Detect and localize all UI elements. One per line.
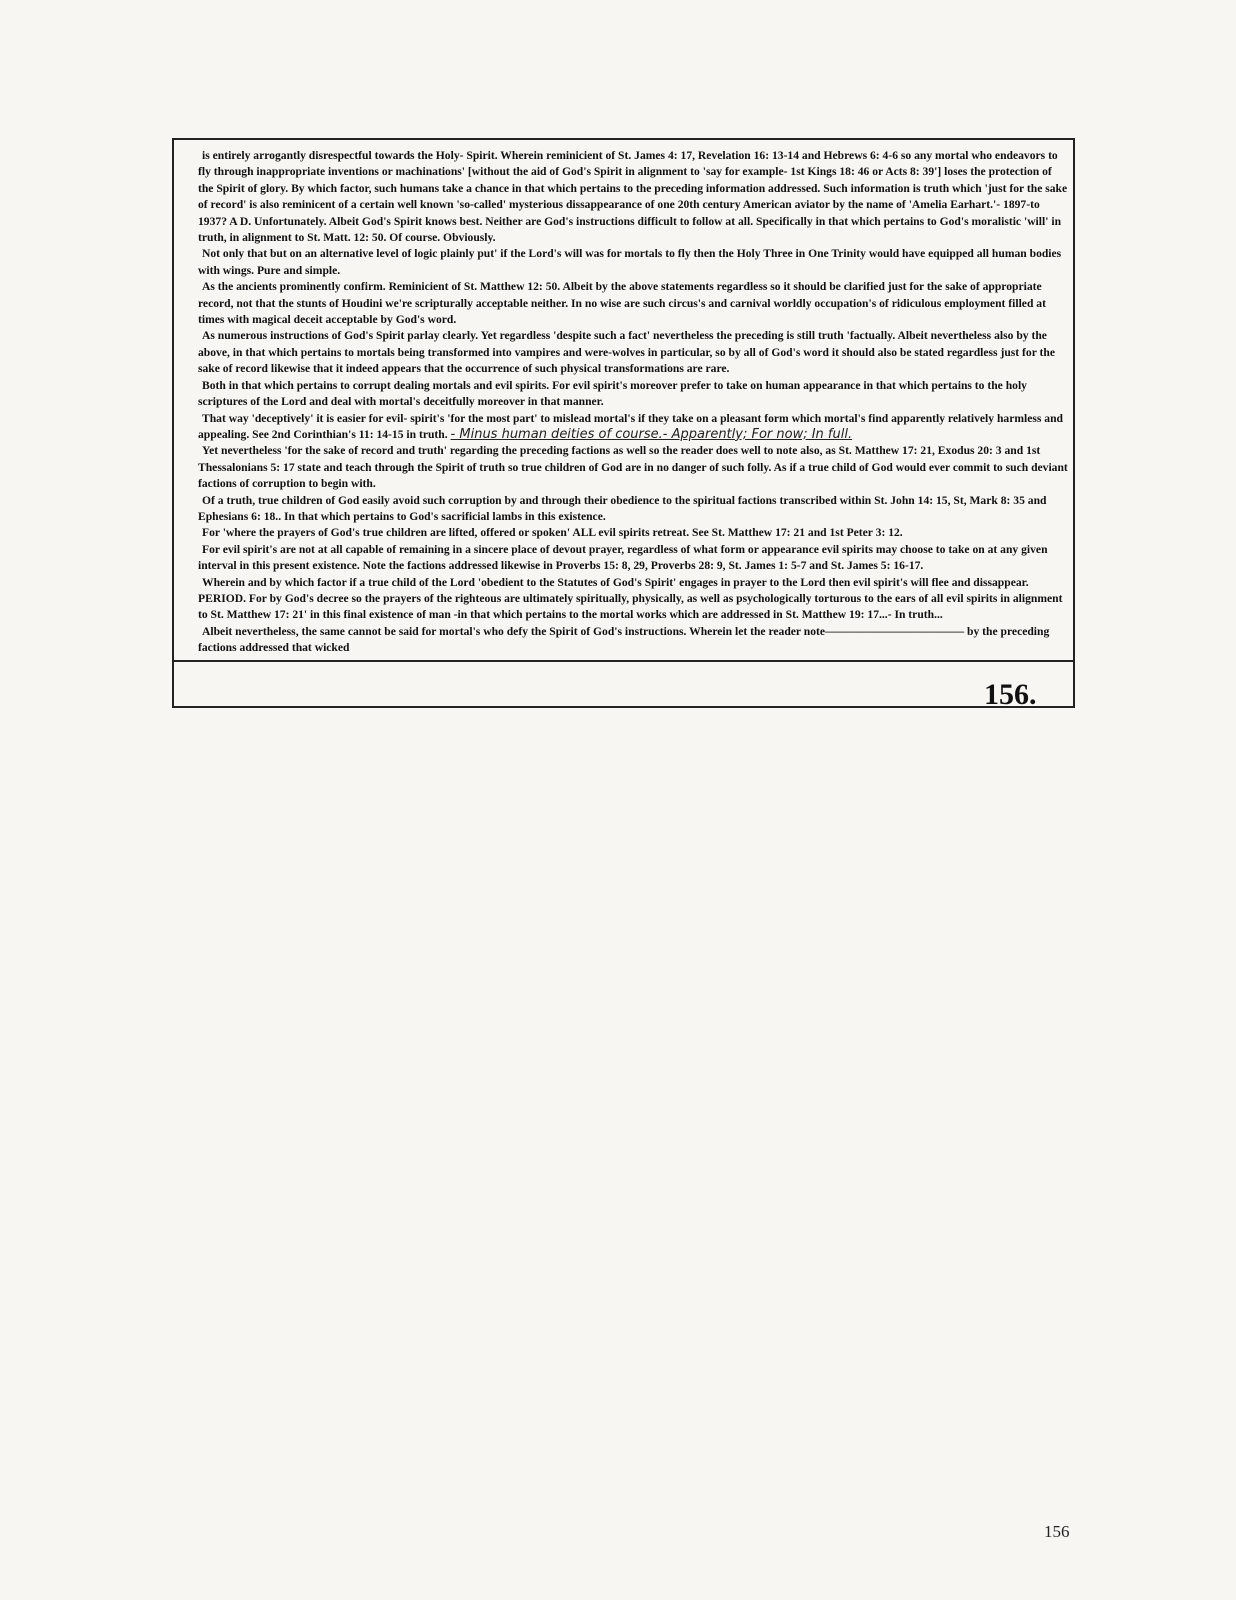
page-number: 156 <box>1044 1522 1070 1541</box>
paragraph: is entirely arrogantly disrespectful towards the Holy- Spirit. Wherein reminicient of St. James 4: 17, Revelation 16: 13-14 and Hebrews 6: 4-6 so any mortal who endeavors to fly through inappropriate inventions or machinations' [without the aid of God's Spirit in alignment to 'say for example- 1st Kings 18: 46 or Acts 8: 39'] loses the protection of the Spirit of glory. By which factor, such humans take a chance in that which pertains to the preceding information addressed. Such information is truth which 'just for the sake of record' is also reminicent of a certain well known 'so-called' mysterious dissappearance of one 20th century American aviator by the name of 'Amelia Earhart.'- 1897-to 1937? A D. Unfortunately. Albeit God's Spirit knows best. Neither are God's instructions difficult to follow at all. Specifically in that which pertains to God's moralistic 'will' in truth, in alignment to St. Matt. 12: 50. Of course. Obviously. <box>198 149 1068 245</box>
paragraph: For evil spirit's are not at all capable of remaining in a sincere place of devout prayer, regardless of what form or appearance evil spirits may choose to take on at any given interval in this present existence. Note the factions addressed likewise in Proverbs 15: 8, 29, Proverbs 28: 9, St. James 1: 5-7 and St. James 5: 16-17. <box>198 542 1048 573</box>
page-body <box>198 148 1068 657</box>
paragraph: Yet nevertheless 'for the sake of record and truth' regarding the preceding factions as well so the reader does well to note also, as St. Matthew 17: 21, Exodus 20: 3 and 1st Thessalonians 5: 17 state and teach through the Spirit of truth so true children of God are in no danger of such folly. As if a true child of God would ever commit to such deviant factions of corruption to begin with. <box>198 444 1068 491</box>
handwritten-annotation: - Minus human deities of course.- Apparently; For now; In full. <box>450 426 853 442</box>
paragraph: Not only that but on an alternative level of logic plainly put' if the Lord's will was for mortals to fly then the Holy Three in One Trinity would have equipped all human bodies with wings. Pure and simple. <box>198 247 1062 277</box>
paragraph: As numerous instructions of God's Spirit parlay clearly. Yet regardless 'despite such a fact' nevertheless the preceding is still truth 'factually. Albeit nevertheless also by the above, in that which pertains to mortals being transformed into vampires and were-wolves in particular, so by all of God's word it should also be stated regardless just for the sake of record likewise that it indeed appears that the occurrence of such physical transformations are rare. <box>198 329 1055 376</box>
paragraph: Wherein and by which factor if a true child of the Lord 'obedient to the Statutes of God's Spirit' engages in prayer to the Lord then evil spirit's will flee and dissappear. PERIOD. For by God's decree so the prayers of the righteous are ultimately spiritually, physically, as well as psychologically torturous to the ears of all evil spirits in alignment to St. Matthew 17: 21' in this final existence of man -in that which pertains to the mortal works which are addressed in St. Matthew 19: 17...- In truth... <box>198 575 1063 622</box>
paragraph: Albeit nevertheless, the same cannot be said for mortal's who defy the Spirit of God's instructions. Wherein let the reader note———————————— by the preceding factions addressed that wicked <box>198 624 1050 655</box>
paragraph-text: That way 'deceptively' it is easier for evil- spirit's 'for the most part' to mislead mortal's if they take on a pleasant form which mortal's find apparently relatively harmless and appealing. See 2nd Corinthian's 11: 14-15 in truth. <box>198 411 1063 441</box>
frame-divider <box>172 660 1075 662</box>
paragraph-with-annotation <box>198 411 1068 444</box>
paragraph: Of a truth, true children of God easily avoid such corruption by and through their obedience to the spiritual factions transcribed within St. John 14: 15, St, Mark 8: 35 and Ephesians 6: 18.. In that which pertains to God's sacrificial lambs in this existence. <box>198 493 1047 523</box>
paragraph: As the ancients prominently confirm. Reminicient of St. Matthew 12: 50. Albeit by the above statements regardless so it should be clarified just for the sake of appropriate record, not that the stunts of Houdini we're scripturally acceptable neither. In no wise are such circus's and carnival worldly occupation's of ridiculous employment filled at times with magical deceit acceptable by God's word. <box>198 280 1046 327</box>
box-page-number: 156. <box>984 678 1037 711</box>
paragraph: Both in that which pertains to corrupt dealing mortals and evil spirits. For evil spirit's moreover prefer to take on human appearance in that which pertains to the holy scriptures of the Lord and deal with mortal's deceitfully moreover in that manner. <box>198 378 1027 409</box>
paragraph: For 'where the prayers of God's true children are lifted, offered or spoken' ALL evil spirits retreat. See St. Matthew 17: 21 and 1st Peter 3: 12. <box>202 526 903 540</box>
